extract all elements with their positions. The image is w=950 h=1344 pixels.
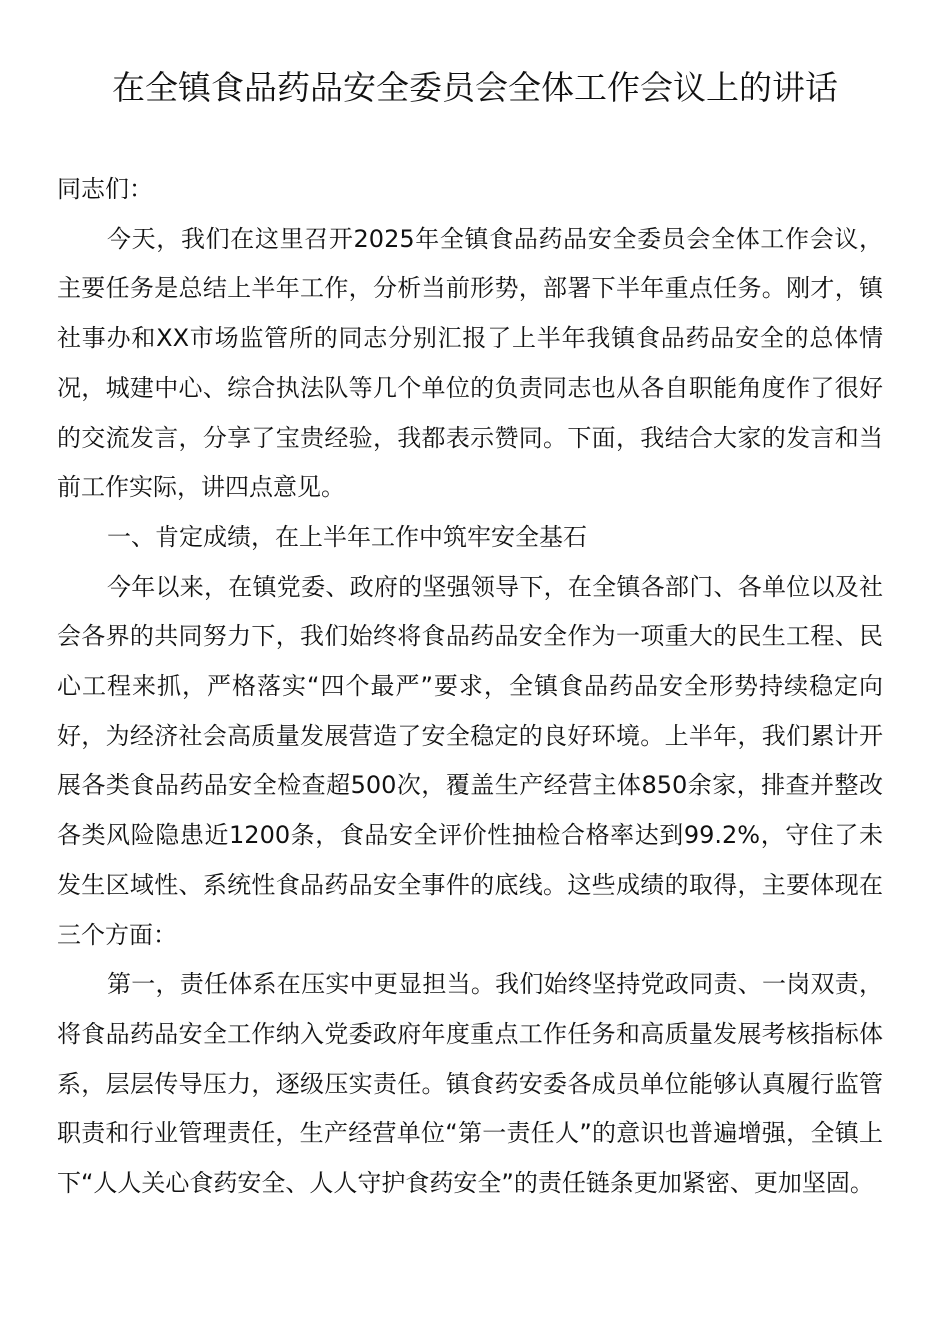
section-heading-1: 一、肯定成绩，在上半年工作中筑牢安全基石 [107,522,587,551]
paragraph-achievements: 今年以来，在镇党委、政府的坚强领导下，在全镇各部门、各单位以及社会各界的共同努力下，我们始终将食品药品安全作为一项重大的民生工程、民心工程来抓，严格落实“四个最严”要求，全镇食品药品安全形势持续稳定向好，为经济社会高质量发展营造了安全稳定的良好环境。上半年，我们累计开展各类食品药品安全检查超500次，覆盖生产经营主体850余家，排查并整改各类风险隐患近1200条，食品安全评价性抽检合格率达到99.2%，守住了未发生区域性、系统性食品药品安全事件的底线。这些成绩的取得，主要体现在三个方面： [57,572,883,949]
paragraph-opening: 今天，我们在这里召开2025年全镇食品药品安全委员会全体工作会议，主要任务是总结上半年工作，分析当前形势，部署下半年重点任务。刚才，镇社事办和XX市场监管所的同志分别汇报了上半年我镇食品药品安全的总体情况，城建中心、综合执法队等几个单位的负责同志也从各自职能角度作了很好的交流发言，分享了宝贵经验，我都表示赞同。下面，我结合大家的发言和当前工作实际，讲四点意见。 [57,224,883,502]
document-body [57,165,883,1209]
salutation: 同志们： [57,175,153,203]
document-title: 在全镇食品药品安全委员会全体工作会议上的讲话 [112,68,838,107]
paragraph-responsibility: 第一，责任体系在压实中更显担当。我们始终坚持党政同责、一岗双责，将食品药品安全工作纳入党委政府年度重点工作任务和高质量发展考核指标体系，层层传导压力，逐级压实责任。镇食药安委各成员单位能够认真履行监管职责和行业管理责任，生产经营单位“第一责任人”的意识也普遍增强，全镇上下“人人关心食药安全、人人守护食药安全”的责任链条更加紧密、更加坚固。 [57,970,883,1198]
